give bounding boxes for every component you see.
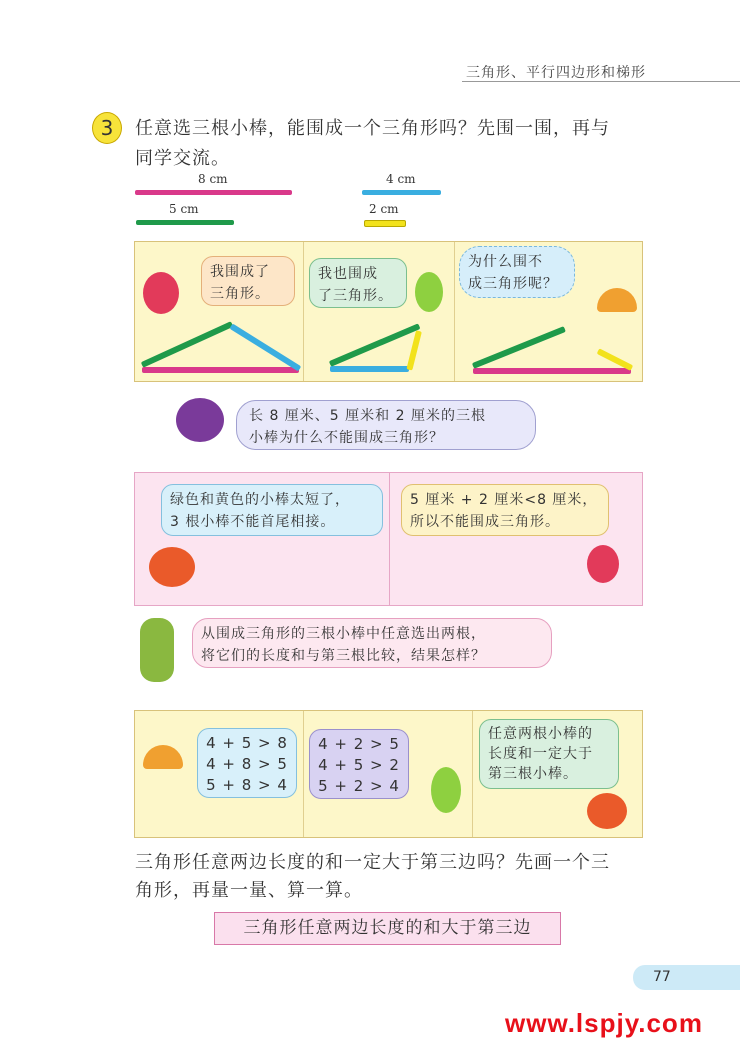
question-line2: 角形，再量一量、算一算。 [135, 880, 363, 901]
stick-label-5cm: 5 cm [169, 202, 199, 216]
explanation-panel [134, 472, 643, 606]
thought-bubble-mushroom: 为什么围不 成三角形呢？ [459, 246, 575, 298]
problem-text-line1: 任意选三根小棒，能围成一个三角形吗？先围一围，再与 [135, 118, 610, 139]
grasshopper-character [140, 618, 174, 682]
header-rule [462, 81, 740, 82]
question-line1: 三角形任意两边长度的和一定大于第三边吗？先画一个三 [135, 852, 610, 873]
stick-label-8cm: 8 cm [198, 172, 228, 186]
stick-label-2cm: 2 cm [369, 202, 399, 216]
radish-character-2 [587, 545, 619, 583]
speech-bubble-tomato: 绿色和黄色的小棒太短了， 3 根小棒不能首尾相接。 [161, 484, 383, 536]
comparison-panel [134, 710, 643, 838]
equations-bubble-1: 4 + 5 > 8 4 + 8 > 5 5 + 8 > 4 [197, 728, 297, 798]
triangle-attempts-panel [134, 241, 643, 382]
speech-bubble-grasshopper: 从围成三角形的三根小棒中任意选出两根， 将它们的长度和与第三根比较，结果怎样？ [192, 618, 552, 668]
tomato-character [149, 547, 195, 587]
watermark: www.lspjy.com [505, 1008, 703, 1038]
speech-bubble-radish: 我围成了 三角形。 [201, 256, 295, 306]
speech-bubble-eggplant: 长 8 厘米、5 厘米和 2 厘米的三根 小棒为什么不能围成三角形？ [236, 400, 536, 450]
radish-character [143, 272, 179, 314]
stick-5cm [136, 220, 234, 225]
stick-2cm [364, 220, 406, 227]
chapter-header: 三角形、平行四边形和梯形 [466, 65, 646, 81]
problem-number-badge: 3 [92, 112, 122, 144]
stick-label-4cm: 4 cm [386, 172, 416, 186]
stick-8cm [135, 190, 292, 195]
speech-bubble-pepper: 我也围成 了三角形。 [309, 258, 407, 308]
tomato-character-2 [587, 793, 627, 829]
pepper-character-2 [431, 767, 461, 813]
problem-text-line2: 同学交流。 [135, 148, 230, 169]
stick-4cm [362, 190, 441, 195]
mushroom-character-2 [143, 745, 183, 769]
eggplant-character [176, 398, 224, 442]
conclusion-box: 三角形任意两边长度的和大于第三边 [214, 912, 561, 945]
equations-bubble-2: 4 + 2 > 5 4 + 5 > 2 5 + 2 > 4 [309, 729, 409, 799]
speech-bubble-tomato-2: 任意两根小棒的 长度和一定大于 第三根小棒。 [479, 719, 619, 789]
pepper-character [415, 272, 443, 312]
page-number: 77 [633, 965, 740, 990]
speech-bubble-radish-2: 5 厘米 + 2 厘米<8 厘米， 所以不能围成三角形。 [401, 484, 609, 536]
mushroom-character [597, 288, 637, 312]
